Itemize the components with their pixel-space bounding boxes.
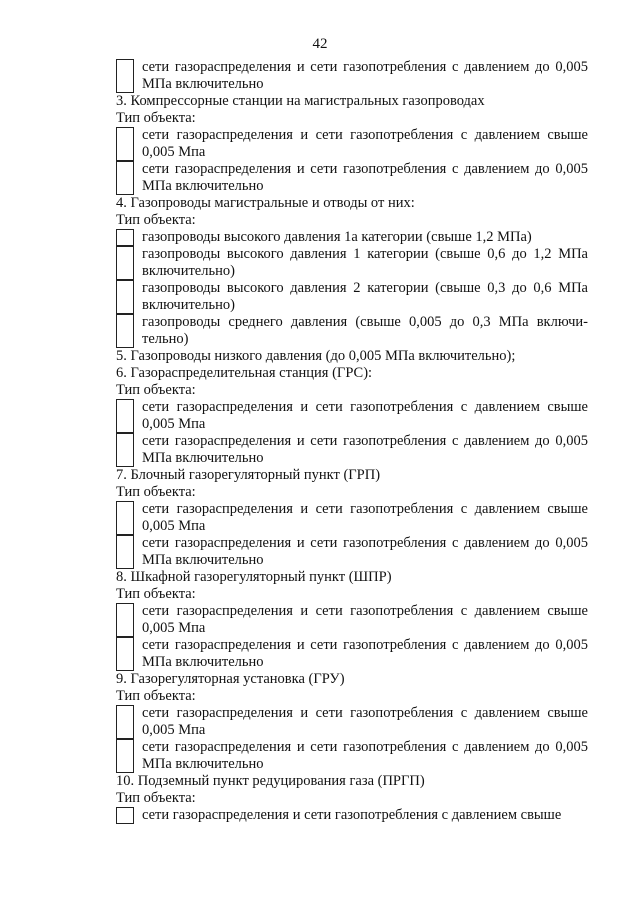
- option-checkbox[interactable]: [116, 535, 134, 569]
- option-label: [142, 399, 588, 433]
- option-checkbox[interactable]: [116, 59, 134, 93]
- option-label-line: газопроводы высокого давления 2 категории (свыше 0,3 до 0,6 МПа: [142, 280, 588, 296]
- option-label-line: 0,005 Мпа: [142, 620, 206, 636]
- option-label-line: тельно): [142, 331, 189, 347]
- option-checkbox[interactable]: [116, 161, 134, 195]
- object-type-label: Тип объекта:: [116, 382, 196, 398]
- option-checkbox[interactable]: [116, 246, 134, 280]
- option-checkbox[interactable]: [116, 229, 134, 246]
- section-heading: 5. Газопроводы низкого давления (до 0,005 МПа включительно);: [116, 348, 516, 364]
- option-checkbox[interactable]: [116, 603, 134, 637]
- option-label: [142, 161, 588, 195]
- option-label: [142, 501, 588, 535]
- object-type-option: [116, 739, 588, 773]
- option-checkbox[interactable]: [116, 314, 134, 348]
- option-label-line: сети газораспределения и сети газопотребления с давлением свыше: [142, 705, 588, 721]
- option-label-line: включительно): [142, 297, 235, 313]
- object-type-option: [116, 535, 588, 569]
- object-type-option: [116, 637, 588, 671]
- option-label-line: МПа включительно: [142, 654, 264, 670]
- object-type-option: [116, 161, 588, 195]
- option-label: [142, 705, 588, 739]
- option-label: [142, 535, 588, 569]
- section-heading: 8. Шкафной газорегуляторный пункт (ШПР): [116, 569, 392, 585]
- option-label: [142, 314, 588, 348]
- option-checkbox[interactable]: [116, 807, 134, 824]
- option-label-line: 0,005 Мпа: [142, 722, 206, 738]
- option-label-line: сети газораспределения и сети газопотребления с давлением до 0,005: [142, 161, 588, 177]
- document-content: [116, 59, 588, 824]
- option-label-line: сети газораспределения и сети газопотребления с давлением свыше: [142, 127, 588, 143]
- section-heading: 7. Блочный газорегуляторный пункт (ГРП): [116, 467, 381, 483]
- option-label-line: сети газораспределения и сети газопотребления с давлением свыше: [142, 501, 588, 517]
- option-label-line: газопроводы высокого давления 1а категории (свыше 1,2 МПа): [142, 229, 532, 245]
- object-type-option: [116, 807, 588, 824]
- object-type-option: [116, 280, 588, 314]
- object-type-option: [116, 59, 588, 93]
- option-label-line: 0,005 Мпа: [142, 518, 206, 534]
- option-label: [142, 246, 588, 280]
- page-number: 42: [312, 36, 328, 52]
- section-heading: 4. Газопроводы магистральные и отводы от них:: [116, 195, 415, 211]
- section-heading: 3. Компрессорные станции на магистральных газопроводах: [116, 93, 485, 109]
- object-type-option: [116, 705, 588, 739]
- option-label: [142, 739, 588, 773]
- option-label: [142, 229, 588, 246]
- object-type-option: [116, 127, 588, 161]
- option-checkbox[interactable]: [116, 501, 134, 535]
- option-label-line: сети газораспределения и сети газопотребления с давлением до 0,005: [142, 739, 588, 755]
- object-type-label: Тип объекта:: [116, 586, 196, 602]
- option-checkbox[interactable]: [116, 399, 134, 433]
- option-checkbox[interactable]: [116, 280, 134, 314]
- option-label: [142, 637, 588, 671]
- option-label-line: 0,005 Мпа: [142, 416, 206, 432]
- option-label: [142, 127, 588, 161]
- option-label: [142, 280, 588, 314]
- object-type-option: [116, 603, 588, 637]
- object-type-option: [116, 433, 588, 467]
- option-label-line: МПа включительно: [142, 76, 264, 92]
- option-label-line: включительно): [142, 263, 235, 279]
- option-label-line: МПа включительно: [142, 756, 264, 772]
- option-label-line: сети газораспределения и сети газопотребления с давлением свыше: [142, 603, 588, 619]
- option-label-line: сети газораспределения и сети газопотребления с давлением свыше: [142, 399, 588, 415]
- object-type-label: Тип объекта:: [116, 110, 196, 126]
- option-checkbox[interactable]: [116, 127, 134, 161]
- option-label-line: МПа включительно: [142, 178, 264, 194]
- option-label-line: сети газораспределения и сети газопотребления с давлением до 0,005: [142, 433, 588, 449]
- section-heading: 9. Газорегуляторная установка (ГРУ): [116, 671, 345, 687]
- object-type-label: Тип объекта:: [116, 790, 196, 806]
- object-type-label: Тип объекта:: [116, 688, 196, 704]
- object-type-option: [116, 314, 588, 348]
- object-type-option: [116, 399, 588, 433]
- option-label: [142, 807, 588, 824]
- option-checkbox[interactable]: [116, 637, 134, 671]
- option-checkbox[interactable]: [116, 705, 134, 739]
- option-label-line: сети газораспределения и сети газопотребления с давлением свыше: [142, 807, 562, 823]
- object-type-option: [116, 246, 588, 280]
- option-checkbox[interactable]: [116, 739, 134, 773]
- section-heading: 6. Газораспределительная станция (ГРС):: [116, 365, 373, 381]
- object-type-option: [116, 229, 588, 246]
- option-label-line: сети газораспределения и сети газопотребления с давлением до 0,005: [142, 637, 588, 653]
- option-label-line: МПа включительно: [142, 450, 264, 466]
- section-heading: 10. Подземный пункт редуцирования газа (ПРГП): [116, 773, 425, 789]
- object-type-label: Тип объекта:: [116, 484, 196, 500]
- option-label: [142, 603, 588, 637]
- option-label-line: газопроводы среднего давления (свыше 0,005 до 0,3 МПа включи-: [142, 314, 588, 330]
- option-label-line: сети газораспределения и сети газопотребления с давлением до 0,005: [142, 59, 588, 75]
- option-label-line: 0,005 Мпа: [142, 144, 206, 160]
- option-label: [142, 433, 588, 467]
- option-checkbox[interactable]: [116, 433, 134, 467]
- option-label-line: МПа включительно: [142, 552, 264, 568]
- option-label-line: сети газораспределения и сети газопотребления с давлением до 0,005: [142, 535, 588, 551]
- option-label-line: газопроводы высокого давления 1 категории (свыше 0,6 до 1,2 МПа: [142, 246, 588, 262]
- object-type-label: Тип объекта:: [116, 212, 196, 228]
- option-label: [142, 59, 588, 93]
- object-type-option: [116, 501, 588, 535]
